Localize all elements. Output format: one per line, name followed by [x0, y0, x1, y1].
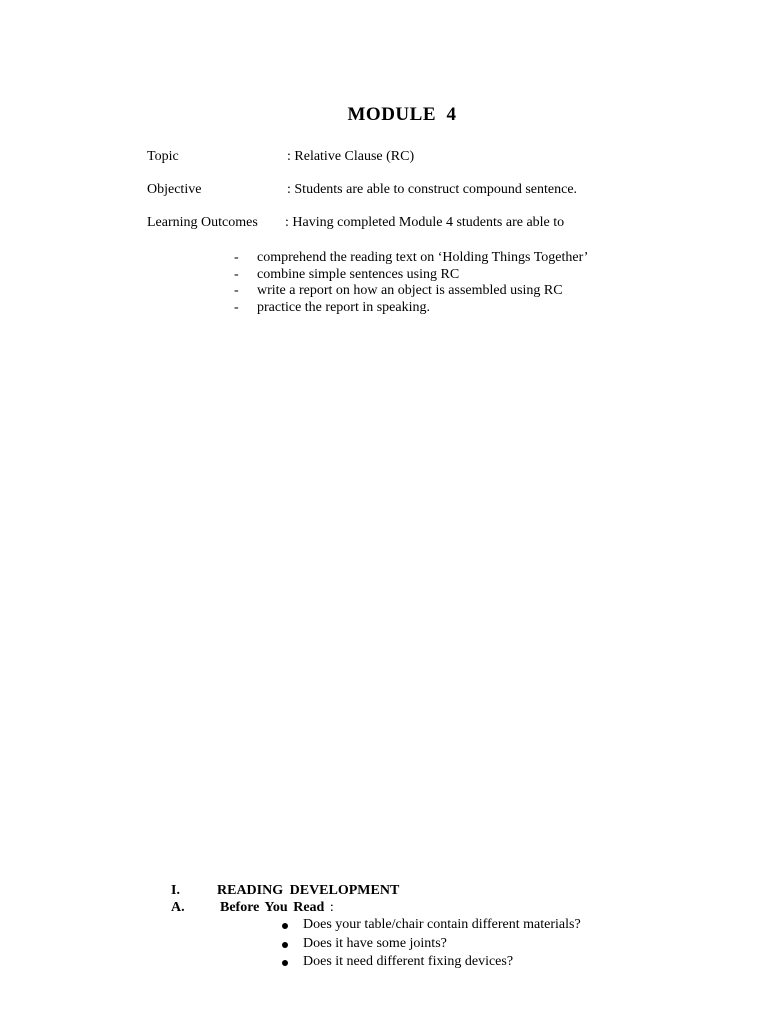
bullet-icon: [282, 960, 288, 966]
bullet-icon: [282, 923, 288, 929]
topic-value: : Relative Clause (RC): [287, 149, 415, 164]
subsection-colon: :: [324, 900, 334, 915]
dash-marker: -: [234, 299, 239, 315]
list-item-text: comprehend the reading text on ‘Holding Things Together’: [257, 250, 589, 265]
objective-label: Objective: [147, 182, 202, 197]
subsection-letter: A.: [171, 900, 185, 915]
module-title: MODULE 4: [347, 104, 457, 125]
bullet-icon: [282, 942, 288, 948]
objective-value: : Students are able to construct compound sentence.: [287, 182, 578, 197]
dash-marker: -: [234, 266, 239, 282]
learning-outcomes-value: : Having completed Module 4 students are able to: [285, 215, 565, 230]
question-text: Does it have some joints?: [303, 935, 447, 951]
list-item-text: write a report on how an object is assembled using RC: [257, 283, 563, 298]
subsection-title-wrap: [220, 900, 334, 916]
dash-marker: -: [234, 283, 239, 298]
topic-label: Topic: [147, 149, 179, 164]
section-title: READING DEVELOPMENT: [217, 883, 400, 898]
dash-marker: -: [234, 250, 239, 265]
section-number: I.: [171, 883, 180, 898]
question-text: Does it need different fixing devices?: [303, 954, 514, 969]
list-item-text: practice the report in speaking.: [257, 299, 430, 315]
learning-outcomes-label: Learning Outcomes: [147, 215, 258, 230]
list-item-text: combine simple sentences using RC: [257, 266, 460, 282]
question-text: Does your table/chair contain different materials?: [303, 917, 581, 932]
subsection-title: Before You Read: [220, 900, 325, 915]
